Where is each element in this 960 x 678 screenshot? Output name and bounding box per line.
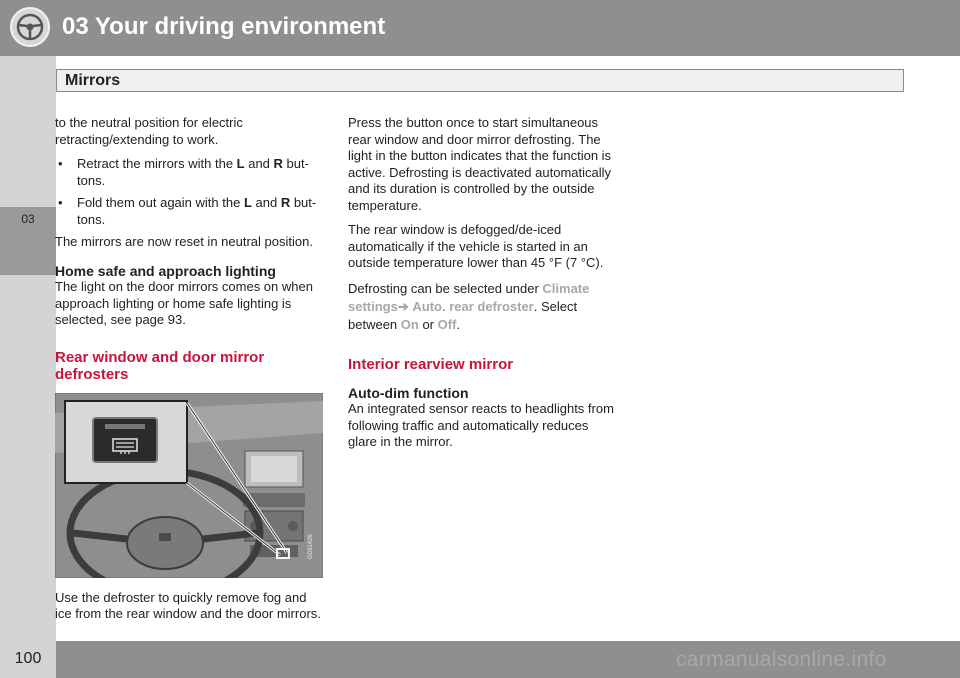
option-on: On <box>400 316 419 332</box>
option-off: Off <box>437 316 457 332</box>
home-safe-heading: Home safe and approach lighting <box>55 262 276 279</box>
dashboard-illustration <box>55 393 323 578</box>
side-band <box>0 56 56 641</box>
page-number: 100 <box>14 650 42 667</box>
menu-climate-settings: Climate settings <box>348 280 590 314</box>
section-title: Mirrors <box>65 72 121 89</box>
list-item <box>55 156 325 189</box>
press-button-text: Press the button once to start simultaneous rear window and door mirror defrosting. The light in the button indicates that the function is active. Defrosting is deactivated automatically and its duration is controlled by the outside temperature. <box>348 115 612 213</box>
menu-auto-rear-defroster: Auto. rear defroster <box>412 298 534 314</box>
home-safe-text: The light on the door mirrors comes on when approach lighting or home safe lighting is selected, see page 93. <box>55 279 313 327</box>
column-right <box>348 115 616 459</box>
bullet-text: Fold them out again with the <box>77 195 244 210</box>
section-header <box>56 69 904 92</box>
auto-dim-text: An integrated sensor reacts to headlights from following traffic and automatically reduces glare in the mirror. <box>348 401 614 449</box>
bullet-text: and <box>251 195 281 210</box>
image-code: G031426 <box>308 533 314 559</box>
button-r-label: R <box>273 156 283 171</box>
reset-text: The mirrors are now reset in neutral position. <box>55 234 313 249</box>
body-text: or <box>418 316 438 332</box>
use-defroster-text: Use the defroster to quickly remove fog and ice from the rear window and the door mirrors. <box>55 589 321 621</box>
bullet-text: and <box>244 156 274 171</box>
auto-dim-heading: Auto-dim function <box>348 384 469 401</box>
bullet-icon: • <box>58 156 63 171</box>
bullet-text: Retract the mirrors with the <box>77 156 237 171</box>
steering-wheel-icon <box>10 7 50 47</box>
list-item <box>55 195 325 228</box>
rear-window-text: The rear window is defogged/de-iced automatically if the vehicle is started in an outside temperature lower than 45 °F (7 °C). <box>348 222 604 270</box>
button-l-label: L <box>236 156 245 171</box>
button-r-label: R <box>280 195 291 210</box>
interior-mirror-heading: Interior rearview mirror <box>348 355 514 373</box>
defrost-menu-text <box>348 280 616 334</box>
body-text: . <box>456 316 461 332</box>
column-left <box>55 115 325 631</box>
body-text: Defrosting can be selected under <box>348 280 543 296</box>
button-l-label: L <box>243 195 252 210</box>
arrow-right-icon: ➔ <box>397 298 409 314</box>
bullet-text: buttons. <box>77 195 317 227</box>
bullet-text: buttons. <box>77 156 309 188</box>
chapter-tab-label: 03 <box>21 212 35 226</box>
body-text: . Select between <box>348 298 578 332</box>
chapter-title: 03 Your driving environment <box>62 13 386 40</box>
bullet-icon: • <box>58 195 63 210</box>
watermark: carmanualsonline.info <box>676 648 887 671</box>
defroster-heading: Rear window and door mirror defrosters <box>55 348 265 383</box>
intro-text: to the neutral position for electric retracting/extending to work. <box>55 115 243 147</box>
